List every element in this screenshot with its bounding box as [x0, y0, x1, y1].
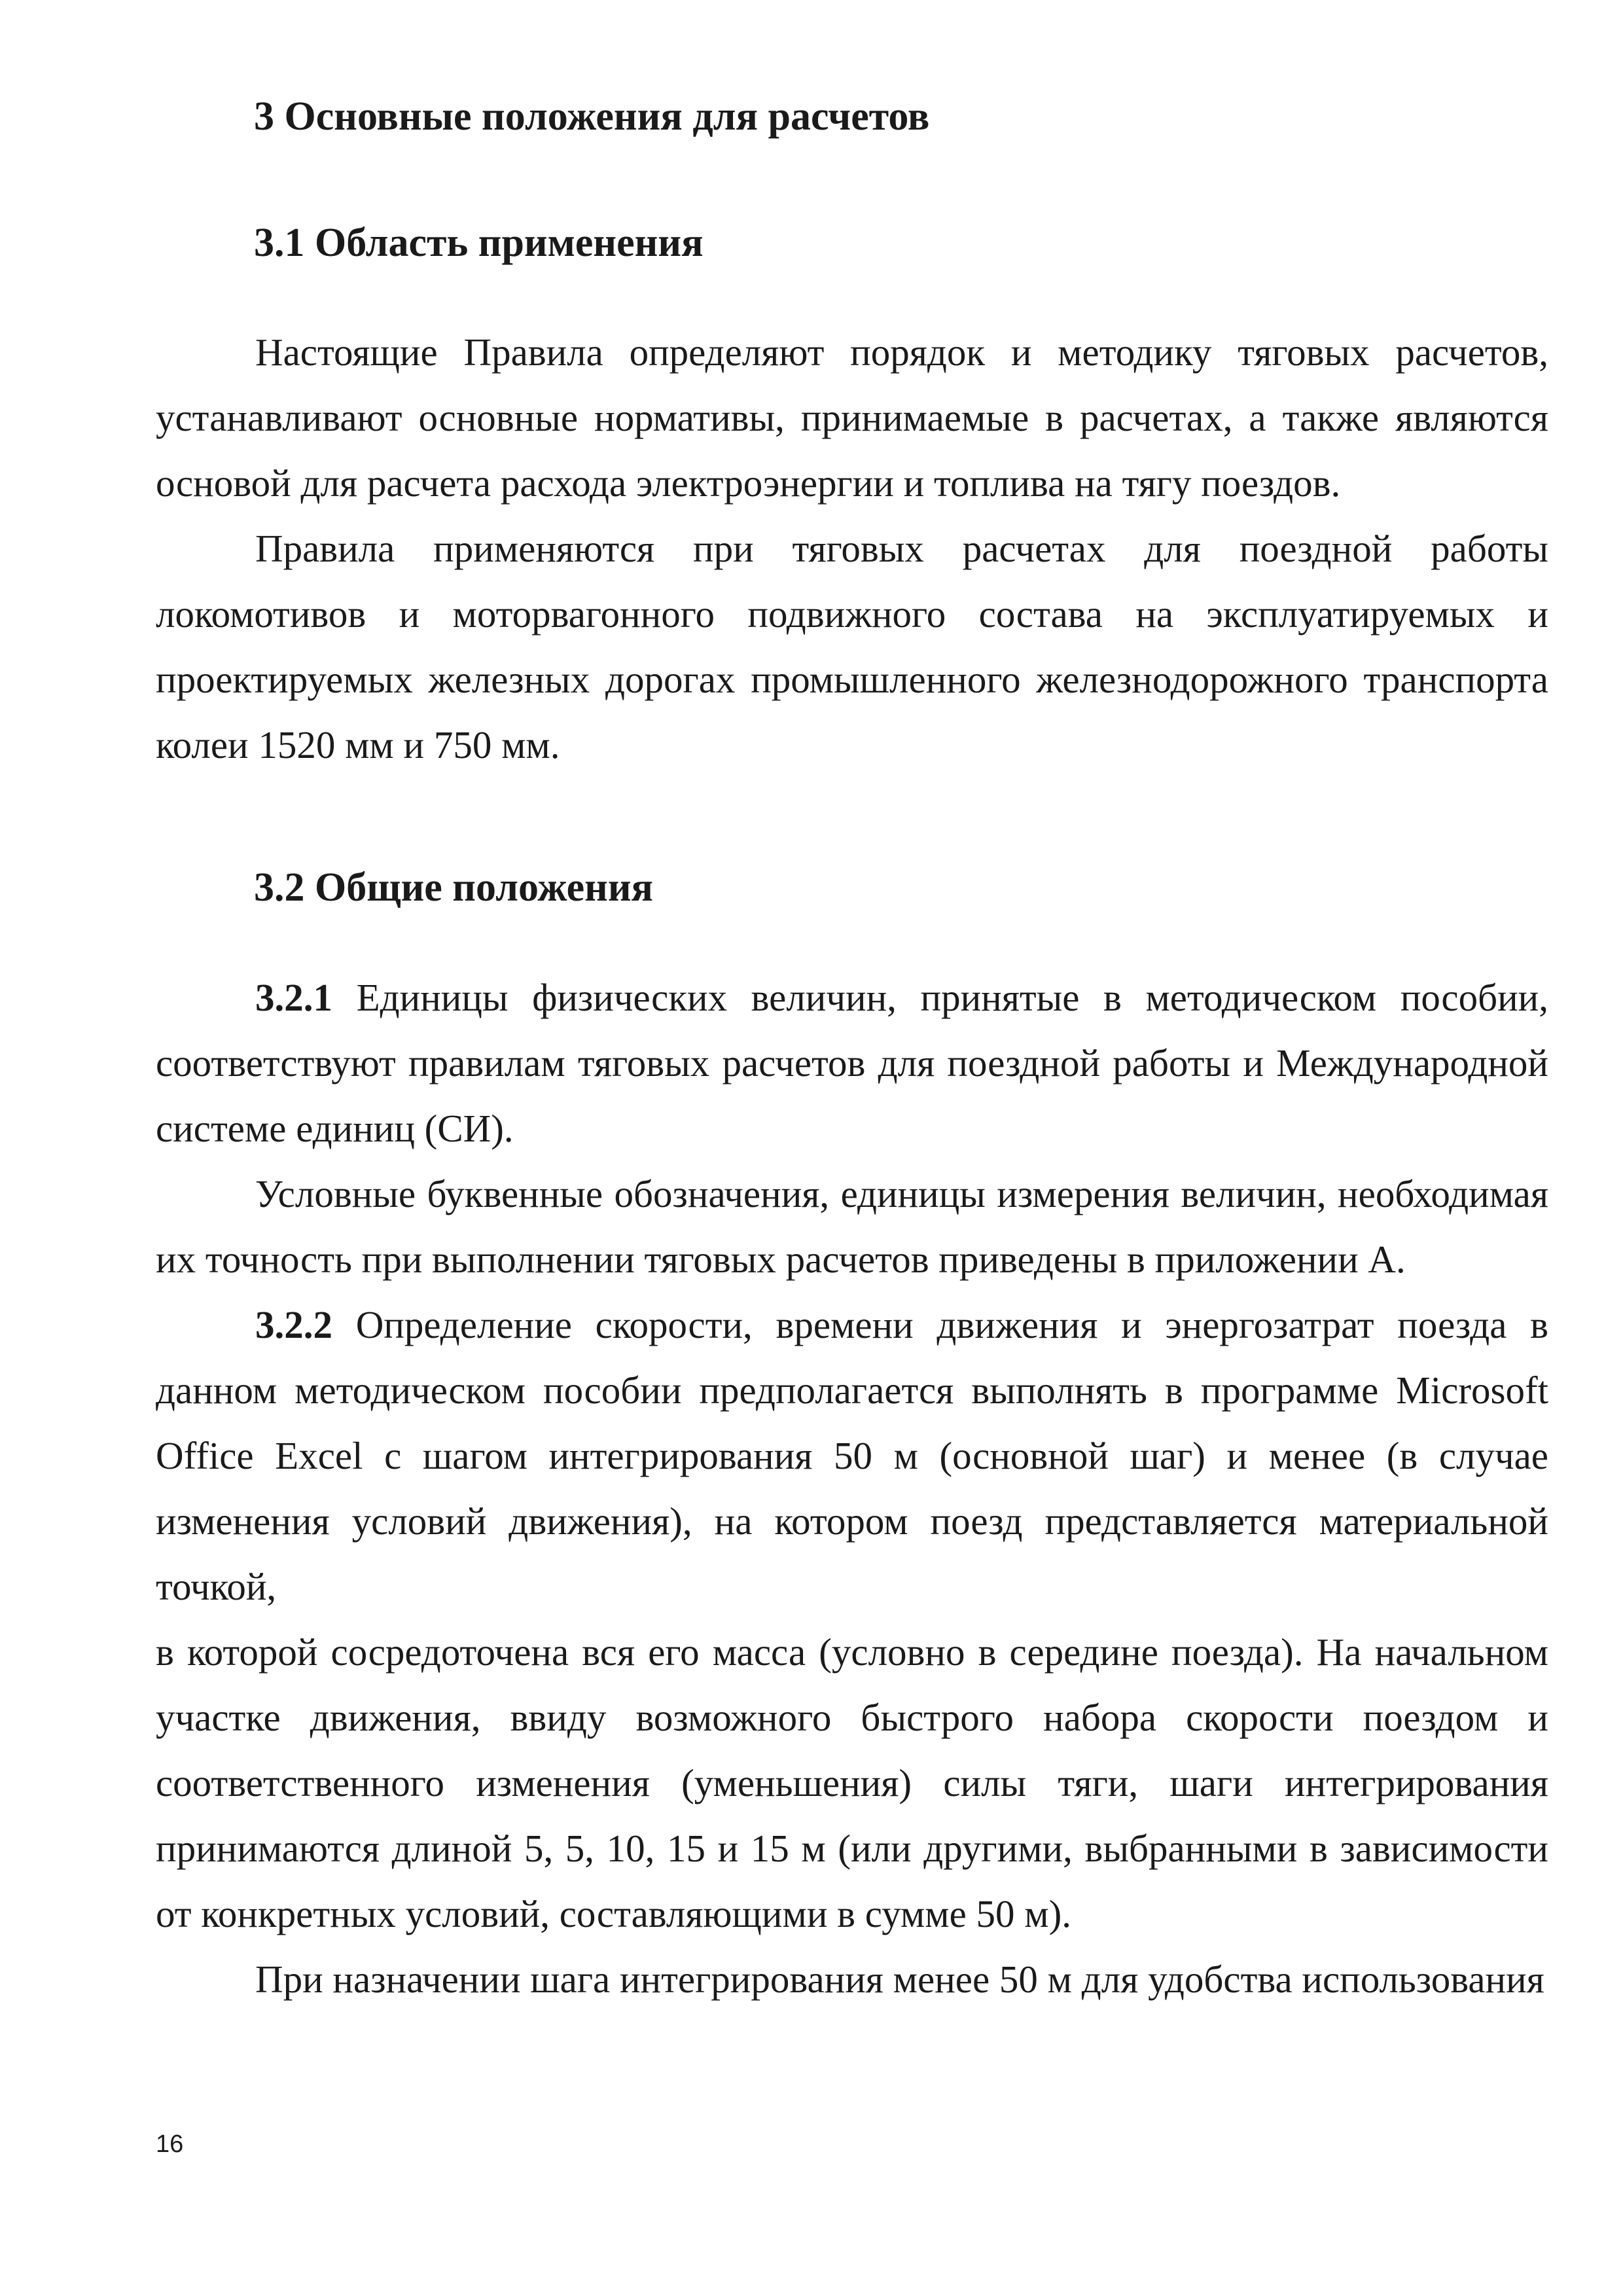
- clause-number: 3.2.2: [255, 1302, 332, 1346]
- section-heading-3-2: 3.2 Общие положения: [254, 865, 654, 910]
- clause-text: Определение скорости, времени движения и энергозатрат поезда в данном методическом пособии предполагается выполнять в программе Microsoft Office Excel с шагом интегрирования 50 м (основной шаг) и менее (в случае изменения условий движения), на котором поезд представляется материальной точкой,: [156, 1302, 1548, 1608]
- clause-number: 3.2.1: [255, 975, 332, 1019]
- section-heading-3-1: 3.1 Область применения: [254, 220, 704, 265]
- paragraph: При назначении шага интегрирования менее 50 м для удобства использования: [255, 1957, 1544, 2001]
- page-number: 16: [156, 2130, 184, 2158]
- paragraph: Правила применяются при тяговых расчетах для поездной работы локомотивов и моторвагонного подвижного состава на эксплуатируемых и проектируемых железных дорогах промышленного железнодорожного транспорта колеи 1520 мм и 750 мм.: [156, 527, 1548, 766]
- paragraph-3-2-1: [156, 965, 1548, 1161]
- chapter-heading: 3 Основные положения для расчетов: [254, 94, 930, 139]
- clause-text: Единицы физических величин, принятые в методическом пособии, соответствуют правилам тяговых расчетов для поездной работы и Международной системе единиц (СИ).: [156, 975, 1548, 1150]
- paragraph-continuation: в которой сосредоточена вся его масса (условно в середине поезда). На начальном участке движения, ввиду возможного быстрого набора скорости поездом и соответственного изменения (уменьшения) силы тяги, шаги интегрирования принимаются длиной 5, 5, 10, 15 и 15 м (или другими, выбранными в зависимости от конкретных условий, составляющими в сумме 50 м).: [156, 1630, 1548, 1935]
- page-content: [156, 92, 1548, 2012]
- paragraph: Настоящие Правила определяют порядок и методику тяговых расчетов, устанавливают основные нормативы, принимаемые в расчетах, а также являются основой для расчета расхода электроэнергии и топлива на тягу поездов.: [156, 331, 1548, 505]
- paragraph: Условные буквенные обозначения, единицы измерения величин, необходимая их точность при выполнении тяговых расчетов приведены в приложении А.: [156, 1172, 1548, 1281]
- paragraph-3-2-2: [156, 1292, 1548, 1619]
